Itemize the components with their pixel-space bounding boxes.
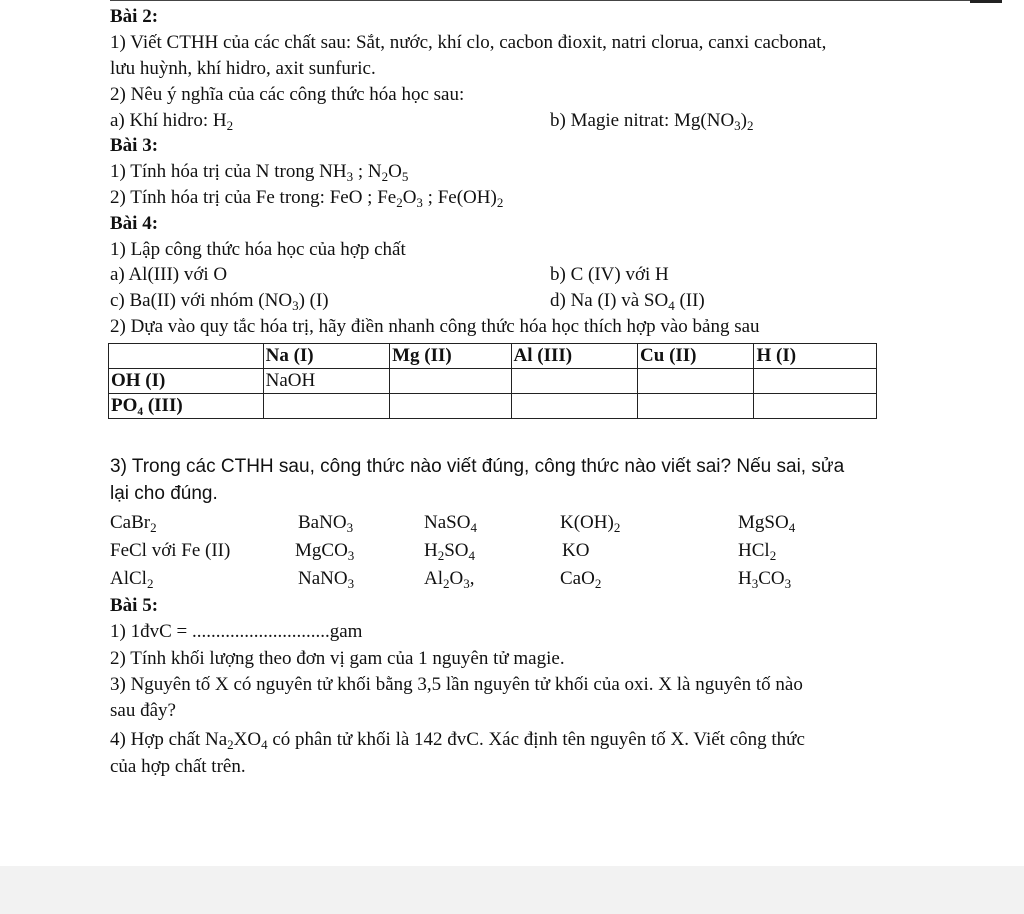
table-row: [109, 394, 877, 419]
bai4-title: Bài 4:: [110, 213, 159, 234]
formula: MgCO$_3$: [295, 540, 355, 563]
table-header-cell: Cu (II): [638, 344, 754, 369]
formula: NaSO$_4$: [424, 512, 477, 535]
table-cell: [390, 369, 511, 394]
bai2-a: a) Khí hidro: $H_2$: [110, 110, 234, 133]
formula: MgSO$_4$: [738, 512, 796, 535]
table-header-row: [109, 344, 877, 369]
table-cell: [263, 394, 389, 419]
table-header-cell: Na (I): [263, 344, 389, 369]
table-cell: [390, 394, 511, 419]
table-header-cell: [109, 344, 264, 369]
bai5-title: Bài 5:: [110, 595, 159, 616]
bai4-q3-line2: lại cho đúng.: [110, 483, 218, 504]
top-right-mark: [970, 0, 1002, 3]
bai4-d: d) Na (I) và $SO_4$ (II): [550, 290, 705, 313]
formula: $H_2SO_4$: [424, 540, 476, 563]
bai3-q2: 2) Tính hóa trị của Fe trong: FeO ; $Fe_2O_3$ ; $Fe(OH)_2$: [110, 187, 504, 210]
bai5-q3-line2: sau đây?: [110, 700, 176, 721]
formula: BaNO$_3$: [298, 512, 354, 535]
bai4-q1: 1) Lập công thức hóa học của hợp chất: [110, 239, 406, 260]
table-header-cell: H (I): [754, 344, 877, 369]
formula: CaBr$_2$: [110, 512, 157, 535]
formula-note: FeCl với Fe (II): [110, 540, 231, 561]
bai5-q2: 2) Tính khối lượng theo đơn vị gam của 1 nguyên tử magie.: [110, 648, 565, 669]
answer-blank: .............................: [191, 621, 330, 642]
table-cell: [754, 369, 877, 394]
bai2-title: Bài 2:: [110, 6, 159, 27]
table-row: [109, 369, 877, 394]
table-cell: NaOH: [263, 369, 389, 394]
formula: $K(OH)_2$: [560, 512, 621, 535]
table-header-cell: Mg (II): [390, 344, 511, 369]
formula: HCl$_2$: [738, 540, 777, 563]
bai2-q1-line1: 1) Viết CTHH của các chất sau: Sắt, nước, khí clo, cacbon đioxit, natri clorua, canxi cacbonat,: [110, 32, 827, 53]
bai3-title: Bài 3:: [110, 135, 159, 156]
bai5-q4-line2: của hợp chất trên.: [110, 756, 246, 777]
bai3-q1: 1) Tính hóa trị của N trong $NH_3$ ; $N_2O_5$: [110, 161, 409, 184]
table-cell: [638, 394, 754, 419]
table-cell: [511, 394, 637, 419]
bai4-a: a) Al(III) với O: [110, 264, 228, 285]
valence-table: [108, 343, 877, 419]
table-header-cell: Al (III): [511, 344, 637, 369]
bai2-b: b) Magie nitrat: $Mg(NO_3)_2$: [550, 110, 754, 133]
bottom-band: [0, 866, 1024, 914]
formula: CaO$_2$: [560, 568, 602, 591]
formula: $Al_2O_3$,: [424, 568, 475, 591]
bai5-q4: 4) Hợp chất $Na_2XO_4$ có phân tử khối là 142 đvC. Xác định tên nguyên tố X. Viết công thức: [110, 729, 805, 752]
formula: $H_3CO_3$: [738, 568, 792, 591]
formula: NaNO$_3$: [298, 568, 355, 591]
row-label: PO₄ (III): [109, 394, 264, 419]
bai5-q3-line1: 3) Nguyên tố X có nguyên tử khối bằng 3,5 lần nguyên tử khối của oxi. X là nguyên tố nào: [110, 674, 803, 695]
bai5-q1: 1) 1đvC = .............................gam: [110, 621, 363, 642]
bai4-b: b) C (IV) với H: [550, 264, 669, 285]
formula: AlCl$_2$: [110, 568, 154, 591]
table-cell: [511, 369, 637, 394]
bai4-q2: 2) Dựa vào quy tắc hóa trị, hãy điền nhanh công thức hóa học thích hợp vào bảng sau: [110, 316, 760, 337]
bai2-q1-line2: lưu huỳnh, khí hidro, axit sunfuric.: [110, 58, 376, 79]
bai2-q2: 2) Nêu ý nghĩa của các công thức hóa học sau:: [110, 84, 465, 105]
formula: KO: [562, 540, 590, 561]
bai4-q3-line1: 3) Trong các CTHH sau, công thức nào viết đúng, công thức nào viết sai? Nếu sai, sửa: [110, 456, 845, 477]
bai4-c: c) Ba(II) với nhóm $(NO_3)$ (I): [110, 290, 329, 313]
row-label: OH (I): [109, 369, 264, 394]
table-cell: [754, 394, 877, 419]
top-rule: [110, 0, 1000, 1]
table-cell: [638, 369, 754, 394]
